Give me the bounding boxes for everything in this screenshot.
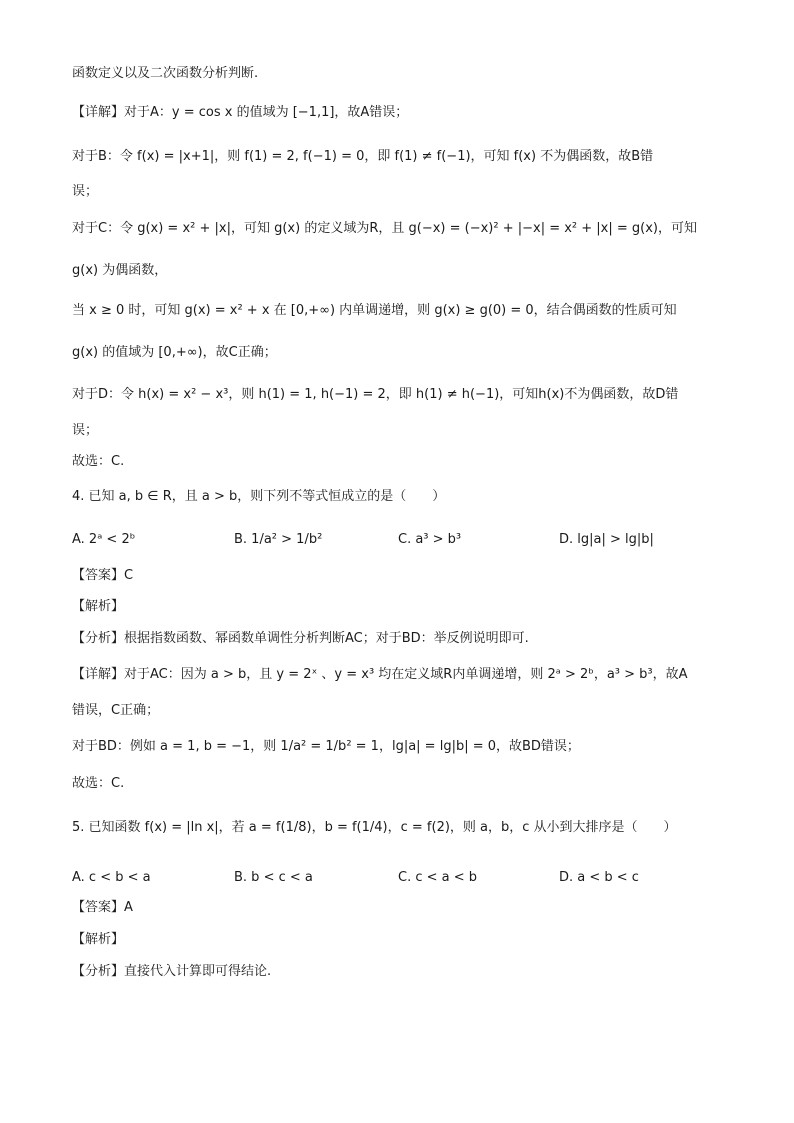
text-line: 【解析】 (72, 932, 125, 947)
text-line: g(x) 为偶函数， (72, 263, 168, 278)
text-line: 【答案】C (72, 568, 134, 583)
text-line: 4. 已知 a, b ∈ R，且 a > b，则下列不等式恒成立的是（ ） (72, 489, 446, 504)
text-line: 对于D：令 h(x) = x² − x³，则 h(1) = 1, h(−1) = 2，即 h(1) ≠ h(−1)，可知h(x)不为偶函数，故D错 (72, 387, 679, 402)
text-line: 当 x ≥ 0 时，可知 g(x) = x² + x 在 [0,+∞) 内单调递增，则 g(x) ≥ g(0) = 0，结合偶函数的性质可知 (72, 303, 677, 318)
text-line: 【分析】直接代入计算即可得结论. (72, 964, 272, 979)
answer-option: C. a³ > b³ (398, 532, 462, 547)
answer-option: D. a < b < c (559, 870, 639, 885)
text-line: 对于C：令 g(x) = x² + |x|，可知 g(x) 的定义域为R，且 g(−x) = (−x)² + |−x| = x² + |x| = g(x)，可知 (72, 221, 697, 236)
text-line: 故选：C. (72, 776, 125, 791)
answer-option: B. b < c < a (234, 870, 313, 885)
text-line: 对于BD：例如 a = 1, b = −1，则 1/a² = 1/b² = 1，lg|a| = lg|b| = 0，故BD错误； (72, 739, 580, 754)
text-line: 【分析】根据指数函数、幂函数单调性分析判断AC；对于BD：举反例说明即可. (72, 631, 529, 646)
text-line: 5. 已知函数 f(x) = |ln x|，若 a = f(1/8)，b = f(1/4)，c = f(2)，则 a，b，c 从小到大排序是（ ） (72, 820, 677, 835)
text-line: 【答案】A (72, 900, 133, 915)
text-line: 对于B：令 f(x) = |x+1|，则 f(1) = 2, f(−1) = 0，即 f(1) ≠ f(−1)，可知 f(x) 不为偶函数，故B错 (72, 149, 654, 164)
text-line: 误； (72, 423, 99, 438)
text-line: 故选：C. (72, 454, 125, 469)
text-line: 函数定义以及二次函数分析判断. (72, 66, 259, 81)
text-line: g(x) 的值域为 [0,+∞)，故C正确； (72, 345, 277, 360)
text-line: 误； (72, 184, 99, 199)
text-line: 【详解】对于A：y = cos x 的值域为 [−1,1]，故A错误； (72, 105, 409, 120)
answer-option: A. c < b < a (72, 870, 151, 885)
answer-option: C. c < a < b (398, 870, 478, 885)
answer-option: D. lg|a| > lg|b| (559, 532, 654, 547)
answer-option: B. 1/a² > 1/b² (234, 532, 323, 547)
answer-option: A. 2ᵃ < 2ᵇ (72, 532, 136, 547)
text-line: 【解析】 (72, 599, 125, 614)
text-line: 【详解】对于AC：因为 a > b，且 y = 2ˣ 、y = x³ 均在定义域R内单调递增，则 2ᵃ > 2ᵇ，a³ > b³，故A (72, 667, 688, 682)
text-line: 错误，C正确； (72, 703, 160, 718)
